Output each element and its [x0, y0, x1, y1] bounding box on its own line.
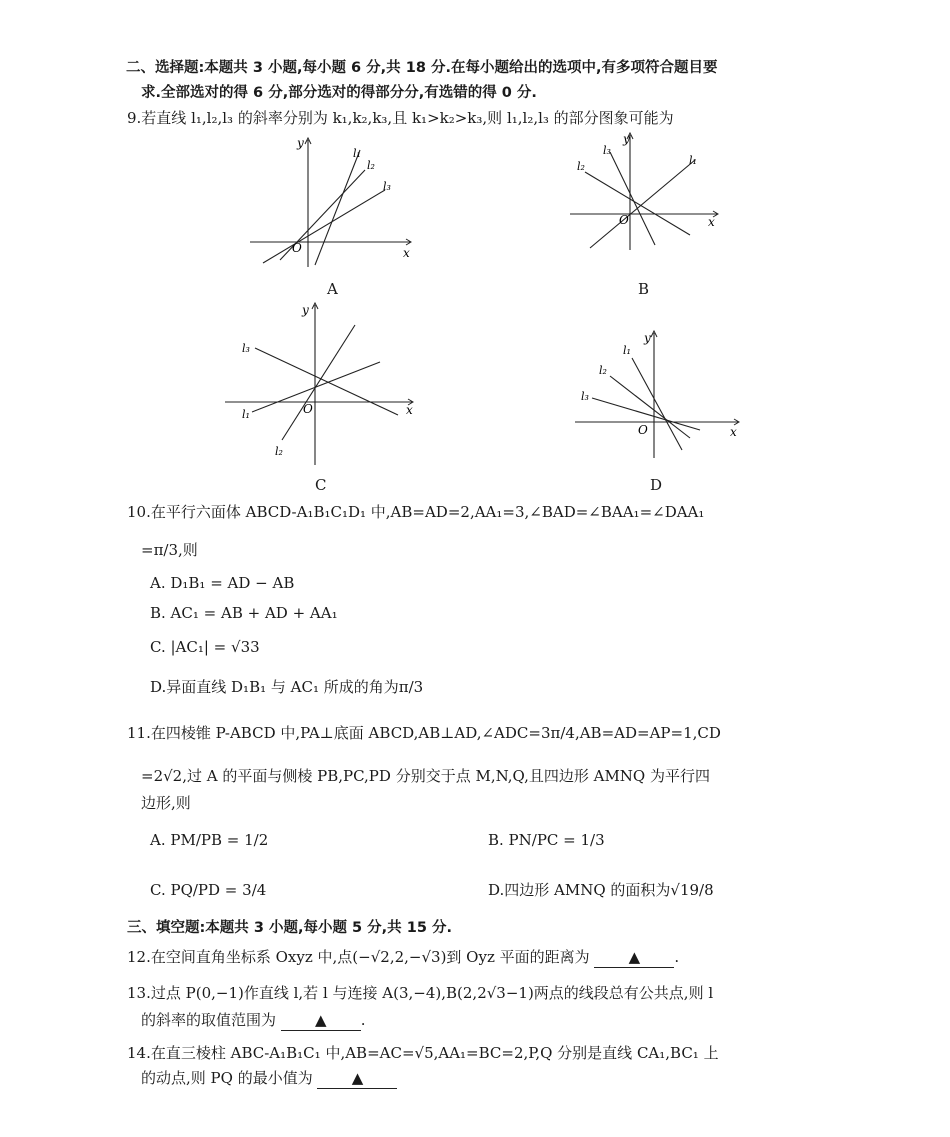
q10-option-a: A. D₁B₁ = AD − AB	[150, 574, 295, 592]
q13-end: .	[360, 1011, 366, 1029]
q11-option-b: B. PN/PC = 1/3	[488, 831, 605, 849]
graph-a-l3-label: l₃	[383, 180, 391, 193]
q13-line2: 的斜率的取值范围为	[141, 1011, 277, 1029]
graph-b	[565, 130, 730, 255]
graph-a-y-label: y	[297, 136, 304, 150]
graph-b-l2-label: l₂	[577, 160, 585, 173]
graph-a	[245, 135, 420, 270]
q10-option-b: B. AC₁ = AB + AD + AA₁	[150, 604, 338, 622]
q11-option-d: D.四边形 AMNQ 的面积为√19/8	[488, 881, 714, 899]
graph-c-l1-label: l₁	[242, 408, 250, 421]
graph-d-caption: D	[650, 476, 663, 494]
q10-option-c: C. |AC₁| = √33	[150, 638, 260, 656]
graph-a-caption: A	[327, 280, 338, 298]
q10-option-d: D.异面直线 D₁B₁ 与 AC₁ 所成的角为π/3	[150, 678, 424, 696]
graph-b-l3-label: l₃	[603, 144, 611, 157]
q11-stem: 11.在四棱锥 P-ABCD 中,PA⊥底面 ABCD,AB⊥AD,∠ADC=3π/4,AB=AD=AP=1,CD	[127, 724, 721, 742]
graph-c-l3-label: l₃	[242, 342, 250, 355]
graph-c	[220, 300, 425, 468]
graph-b-origin-label: O	[619, 213, 629, 227]
q14-answer-blank: ▲	[317, 1068, 397, 1089]
graph-d-l3-label: l₃	[581, 390, 589, 403]
graph-c-y-label: y	[302, 303, 309, 317]
section2-heading-line2: 求.全部选对的得 6 分,部分选对的得部分分,有选错的得 0 分.	[141, 85, 537, 101]
graph-c-caption: C	[315, 476, 327, 494]
section2-heading-line1: 二、选择题:本题共 3 小题,每小题 6 分,共 18 分.在每小题给出的选项中,有多项符合题目要	[126, 60, 718, 76]
q11-stem2: =2√2,过 A 的平面与侧棱 PB,PC,PD 分别交于点 M,N,Q,且四边形 AMNQ 为平行四	[141, 767, 710, 785]
q10-stem: 10.在平行六面体 ABCD-A₁B₁C₁D₁ 中,AB=AD=2,AA₁=3,∠BAD=∠BAA₁=∠DAA₁	[127, 503, 705, 521]
q14-line1: 14.在直三棱柱 ABC-A₁B₁C₁ 中,AB=AC=√5,AA₁=BC=2,P,Q 分别是直线 CA₁,BC₁ 上	[127, 1044, 719, 1062]
section3-heading: 三、填空题:本题共 3 小题,每小题 5 分,共 15 分.	[127, 920, 452, 936]
graph-b-caption: B	[638, 280, 650, 298]
q11-option-a: A. PM/PB = 1/2	[150, 831, 269, 849]
graph-d	[570, 328, 745, 463]
q12	[127, 947, 679, 968]
graph-d-x-label: x	[730, 425, 737, 439]
graph-a-x-label: x	[403, 246, 410, 260]
graph-d-l1-label: l₁	[623, 344, 631, 357]
graph-d-y-label: y	[644, 331, 651, 345]
q13-answer-blank: ▲	[281, 1010, 361, 1031]
q12-text: 12.在空间直角坐标系 Oxyz 中,点(−√2,2,−√3)到 Oyz 平面的距离为	[127, 948, 590, 966]
graph-b-l1-label: l₁	[689, 154, 697, 167]
q13-line1: 13.过点 P(0,−1)作直线 l,若 l 与连接 A(3,−4),B(2,2√3−1)两点的线段总有公共点,则 l	[127, 984, 714, 1002]
graph-a-l1-label: l₁	[353, 147, 361, 160]
q12-end: .	[674, 948, 680, 966]
q11-option-c: C. PQ/PD = 3/4	[150, 881, 267, 899]
q12-answer-blank: ▲	[594, 947, 674, 968]
q10-stem2: =π/3,则	[141, 541, 198, 559]
q13-line2-wrap	[141, 1010, 366, 1031]
graph-c-l2-label: l₂	[275, 445, 283, 458]
graph-b-x-label: x	[708, 215, 715, 229]
graph-d-l2-label: l₂	[599, 364, 607, 377]
q14-line2: 的动点,则 PQ 的最小值为	[141, 1069, 313, 1087]
q11-stem3: 边形,则	[141, 794, 191, 812]
graph-a-l2-label: l₂	[367, 159, 375, 172]
graph-c-x-label: x	[406, 403, 413, 417]
graph-a-origin-label: O	[292, 241, 302, 255]
graph-b-y-label: y	[623, 132, 630, 146]
graph-d-origin-label: O	[638, 423, 648, 437]
q9-stem: 9.若直线 l₁,l₂,l₃ 的斜率分别为 k₁,k₂,k₃,且 k₁>k₂>k₃,则 l₁,l₂,l₃ 的部分图象可能为	[127, 109, 674, 127]
graph-c-origin-label: O	[303, 402, 313, 416]
q14-line2-wrap	[141, 1068, 397, 1089]
